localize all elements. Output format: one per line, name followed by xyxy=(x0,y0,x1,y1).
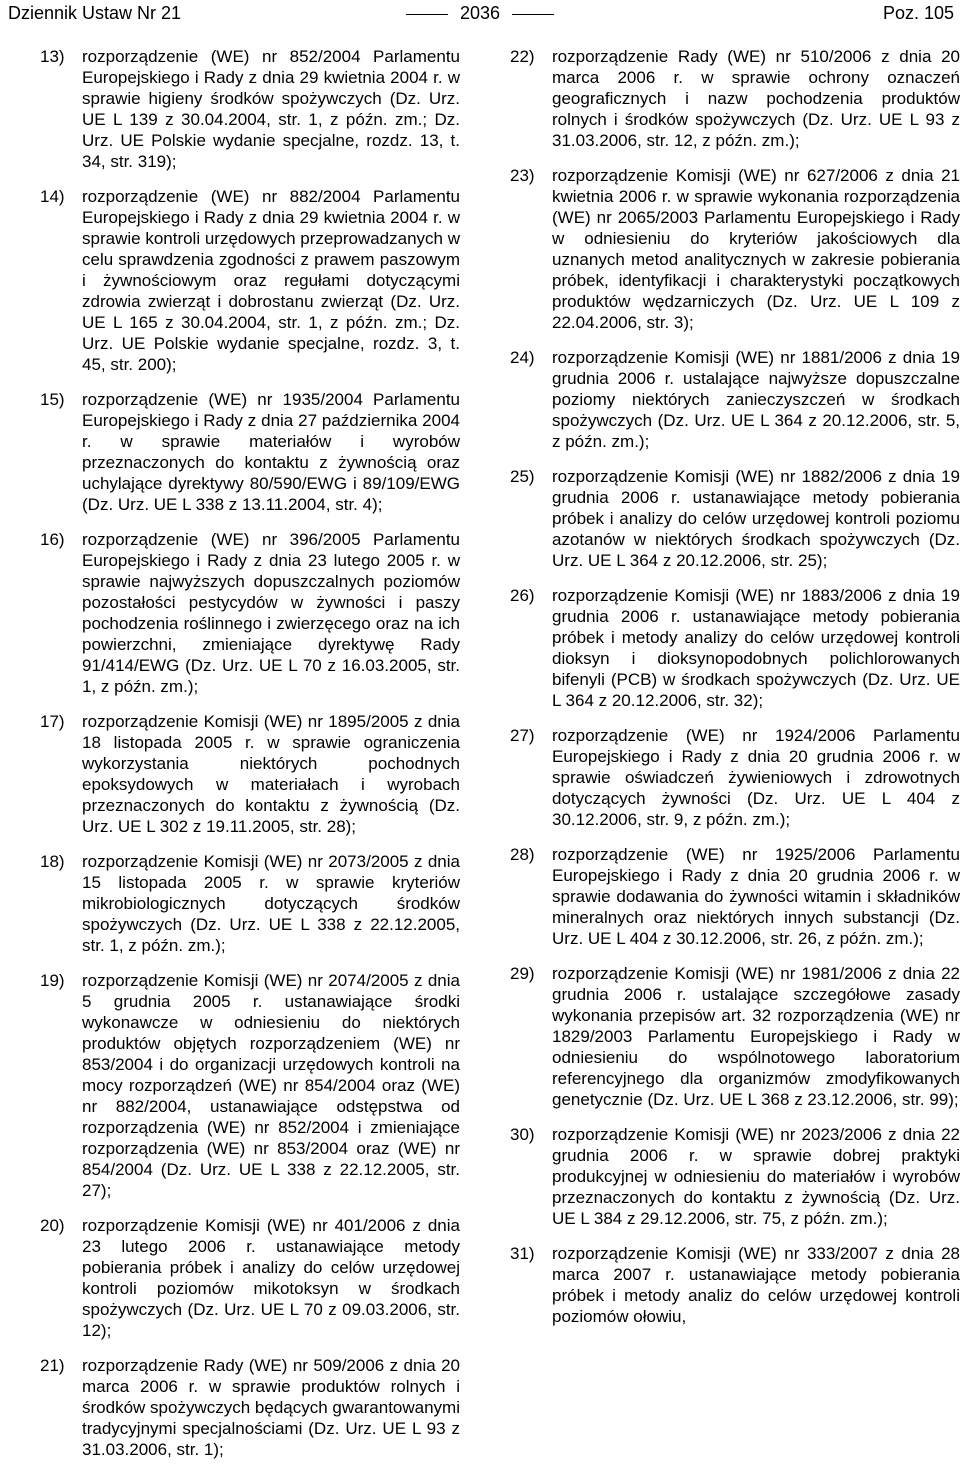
page-header xyxy=(0,0,960,24)
list-item xyxy=(40,186,460,375)
list-item xyxy=(40,389,460,515)
item-number: 23) xyxy=(510,166,535,185)
item-text: rozporządzenie Komisji (WE) nr 2073/2005 z dnia 15 listopada 2005 r. w sprawie kryteriów mikrobiologicznych dotyczących środków spożywczych (Dz. Urz. UE L 338 z 22.12.2005, str. 1, z późn. zm.); xyxy=(82,852,460,955)
item-number: 22) xyxy=(510,47,535,66)
item-text: rozporządzenie (WE) nr 852/2004 Parlamentu Europejskiego i Rady z dnia 29 kwietnia 2004 r. w sprawie higieny środków spożywczych (Dz. Urz. UE L 139 z 30.04.2004, str. 1, z późn. zm.; Dz. Urz. UE Polskie wydanie specjalne, rozdz. 13, t. 34, str. 319); xyxy=(82,47,460,171)
list-item xyxy=(40,711,460,837)
item-text: rozporządzenie Komisji (WE) nr 333/2007 z dnia 28 marca 2007 r. ustanawiające metody pobierania próbek i metody analiz do celów urzędowej kontroli poziomów ołowiu, xyxy=(552,1244,960,1326)
item-number: 19) xyxy=(40,971,65,990)
journal-title: Dziennik Ustaw Nr 21 xyxy=(8,3,182,23)
dash-left xyxy=(406,14,448,15)
list-item xyxy=(40,1215,460,1341)
right-column xyxy=(510,46,960,1341)
dash-right xyxy=(512,14,554,15)
item-text: rozporządzenie Komisji (WE) nr 1883/2006 z dnia 19 grudnia 2006 r. ustanawiające metody pobierania próbek i metody analizy do celów urzędowej kontroli dioksyn i dioksynopodobnych polichlorowanych bifenyli (PCB) w środkach spożywczych (Dz. Urz. UE L 364 z 20.12.2006, str. 32); xyxy=(552,586,960,710)
list-item xyxy=(510,466,960,571)
page-number: 2036 xyxy=(459,3,501,23)
item-number: 28) xyxy=(510,845,535,864)
page-number-block xyxy=(0,3,960,24)
item-number: 27) xyxy=(510,726,535,745)
list-item xyxy=(510,165,960,333)
list-item xyxy=(40,970,460,1201)
item-number: 24) xyxy=(510,348,535,367)
item-number: 18) xyxy=(40,852,65,871)
item-number: 25) xyxy=(510,467,535,486)
position-number: Poz. 105 xyxy=(882,3,954,23)
list-item xyxy=(510,585,960,711)
list-item xyxy=(510,1124,960,1229)
item-text: rozporządzenie (WE) nr 882/2004 Parlamentu Europejskiego i Rady z dnia 29 kwietnia 2004 r. w sprawie kontroli urzędowych przeprowadzanych w celu sprawdzenia zgodności z prawem paszowym i żywnościowym oraz regułami dotyczącymi zdrowia zwierząt i dobrostanu zwierząt (Dz. Urz. UE L 165 z 30.04.2004, str. 1, z późn. zm.; Dz. Urz. UE Polskie wydanie specjalne, rozdz. 3, t. 45, str. 200); xyxy=(82,187,460,374)
item-number: 17) xyxy=(40,712,65,731)
item-text: rozporządzenie Rady (WE) nr 510/2006 z dnia 20 marca 2006 r. w sprawie ochrony oznaczeń geograficznych i nazw pochodzenia produktów rolnych i środków spożywczych (Dz. Urz. UE L 93 z 31.03.2006, str. 12, z późn. zm.); xyxy=(552,47,960,150)
item-text: rozporządzenie Rady (WE) nr 509/2006 z dnia 20 marca 2006 r. w sprawie produktów rolnych i środków spożywczych będących gwarantowanymi tradycyjnymi specjalnościami (Dz. Urz. UE L 93 z 31.03.2006, str. 1); xyxy=(82,1356,460,1459)
item-text: rozporządzenie Komisji (WE) nr 1881/2006 z dnia 19 grudnia 2006 r. ustalające najwyższe dopuszczalne poziomy niektórych zanieczyszczeń w środkach spożywczych (Dz. Urz. UE L 364 z 20.12.2006, str. 5, z późn. zm.); xyxy=(552,348,960,451)
list-item xyxy=(510,347,960,452)
item-number: 14) xyxy=(40,187,65,206)
list-item xyxy=(40,46,460,172)
item-number: 21) xyxy=(40,1356,65,1375)
list-item xyxy=(510,46,960,151)
item-number: 31) xyxy=(510,1244,535,1263)
item-number: 30) xyxy=(510,1125,535,1144)
list-item xyxy=(510,844,960,949)
item-text: rozporządzenie Komisji (WE) nr 401/2006 z dnia 23 lutego 2006 r. ustanawiające metody pobierania próbek i analizy do celów urzędowej kontroli poziomów mikotoksyn w środkach spożywczych (Dz. Urz. UE L 70 z 09.03.2006, str. 12); xyxy=(82,1216,460,1340)
item-number: 15) xyxy=(40,390,65,409)
item-text: rozporządzenie Komisji (WE) nr 2074/2005 z dnia 5 grudnia 2005 r. ustanawiające środki wykonawcze w odniesieniu do niektórych produktów objętych rozporządzeniem (WE) nr 853/2004 i do organizacji urzędowych kontroli na mocy rozporządzeń (WE) nr 854/2004 oraz (WE) nr 882/2004, ustanawiające odstępstwa od rozporządzenia (WE) nr 852/2004 i zmieniające rozporządzenia (WE) nr 853/2004 oraz (WE) nr 854/2004 (Dz. Urz. UE L 338 z 22.12.2005, str. 27); xyxy=(82,971,460,1200)
list-item xyxy=(40,851,460,956)
item-number: 26) xyxy=(510,586,535,605)
item-text: rozporządzenie Komisji (WE) nr 2023/2006 z dnia 22 grudnia 2006 r. w sprawie dobrej praktyki produkcyjnej w odniesieniu do materiałów i wyrobów przeznaczonych do kontaktu z żywnością (Dz. Urz. UE L 384 z 29.12.2006, str. 75, z późn. zm.); xyxy=(552,1125,960,1228)
list-item xyxy=(40,529,460,697)
item-number: 13) xyxy=(40,47,65,66)
item-text: rozporządzenie Komisji (WE) nr 1981/2006 z dnia 22 grudnia 2006 r. ustalające szczegółowe zasady wykonania przepisów art. 32 rozporządzenia (WE) nr 1829/2003 Parlamentu Europejskiego i Rady w odniesieniu do wspólnotowego laboratorium referencyjnego dla organizmów zmodyfikowanych genetycznie (Dz. Urz. UE L 368 z 23.12.2006, str. 99); xyxy=(552,964,960,1109)
list-item xyxy=(510,1243,960,1327)
list-item xyxy=(510,963,960,1110)
list-item xyxy=(510,725,960,830)
item-text: rozporządzenie (WE) nr 1925/2006 Parlamentu Europejskiego i Rady z dnia 20 grudnia 2006 r. w sprawie dodawania do żywności witamin i składników mineralnych oraz niektórych innych substancji (Dz. Urz. UE L 404 z 30.12.2006, str. 26, z późn. zm.); xyxy=(552,845,960,948)
item-number: 20) xyxy=(40,1216,65,1235)
item-number: 16) xyxy=(40,530,65,549)
item-text: rozporządzenie Komisji (WE) nr 1882/2006 z dnia 19 grudnia 2006 r. ustanawiające metody pobierania próbek i analizy do celów urzędowej kontroli poziomu azotanów w niektórych środkach spożywczych (Dz. Urz. UE L 364 z 20.12.2006, str. 25); xyxy=(552,467,960,570)
item-text: rozporządzenie (WE) nr 396/2005 Parlamentu Europejskiego i Rady z dnia 23 lutego 2005 r. w sprawie najwyższych dopuszczalnych poziomów pozostałości pestycydów w żywności i paszy pochodzenia roślinnego i zwierzęcego oraz na ich powierzchni, zmieniające dyrektywę Rady 91/414/EWG (Dz. Urz. UE L 70 z 16.03.2005, str. 1, z późn. zm.); xyxy=(82,530,460,696)
left-column xyxy=(40,46,460,1474)
item-text: rozporządzenie (WE) nr 1935/2004 Parlamentu Europejskiego i Rady z dnia 27 października 2004 r. w sprawie materiałów i wyrobów przeznaczonych do kontaktu z żywnością oraz uchylające dyrektywy 80/590/EWG i 89/109/EWG (Dz. Urz. UE L 338 z 13.11.2004, str. 4); xyxy=(82,390,460,514)
item-text: rozporządzenie (WE) nr 1924/2006 Parlamentu Europejskiego i Rady z dnia 20 grudnia 2006 r. w sprawie oświadczeń żywieniowych i zdrowotnych dotyczących żywności (Dz. Urz. UE L 404 z 30.12.2006, str. 9, z późn. zm.); xyxy=(552,726,960,829)
item-text: rozporządzenie Komisji (WE) nr 1895/2005 z dnia 18 listopada 2005 r. w sprawie ograniczenia wykorzystania niektórych pochodnych epoksydowych w materiałach i wyrobach przeznaczonych do kontaktu z żywnością (Dz. Urz. UE L 302 z 19.11.2005, str. 28); xyxy=(82,712,460,836)
list-item xyxy=(40,1355,460,1460)
item-number: 29) xyxy=(510,964,535,983)
item-text: rozporządzenie Komisji (WE) nr 627/2006 z dnia 21 kwietnia 2006 r. w sprawie wykonania rozporządzenia (WE) nr 2065/2003 Parlamentu Europejskiego i Rady w odniesieniu do kryteriów jakościowych dla uznanych metod analitycznych w zakresie pobierania próbek, identyfikacji i charakterystyki początkowych produktów wędzarniczych (Dz. Urz. UE L 109 z 22.04.2006, str. 3); xyxy=(552,166,960,332)
